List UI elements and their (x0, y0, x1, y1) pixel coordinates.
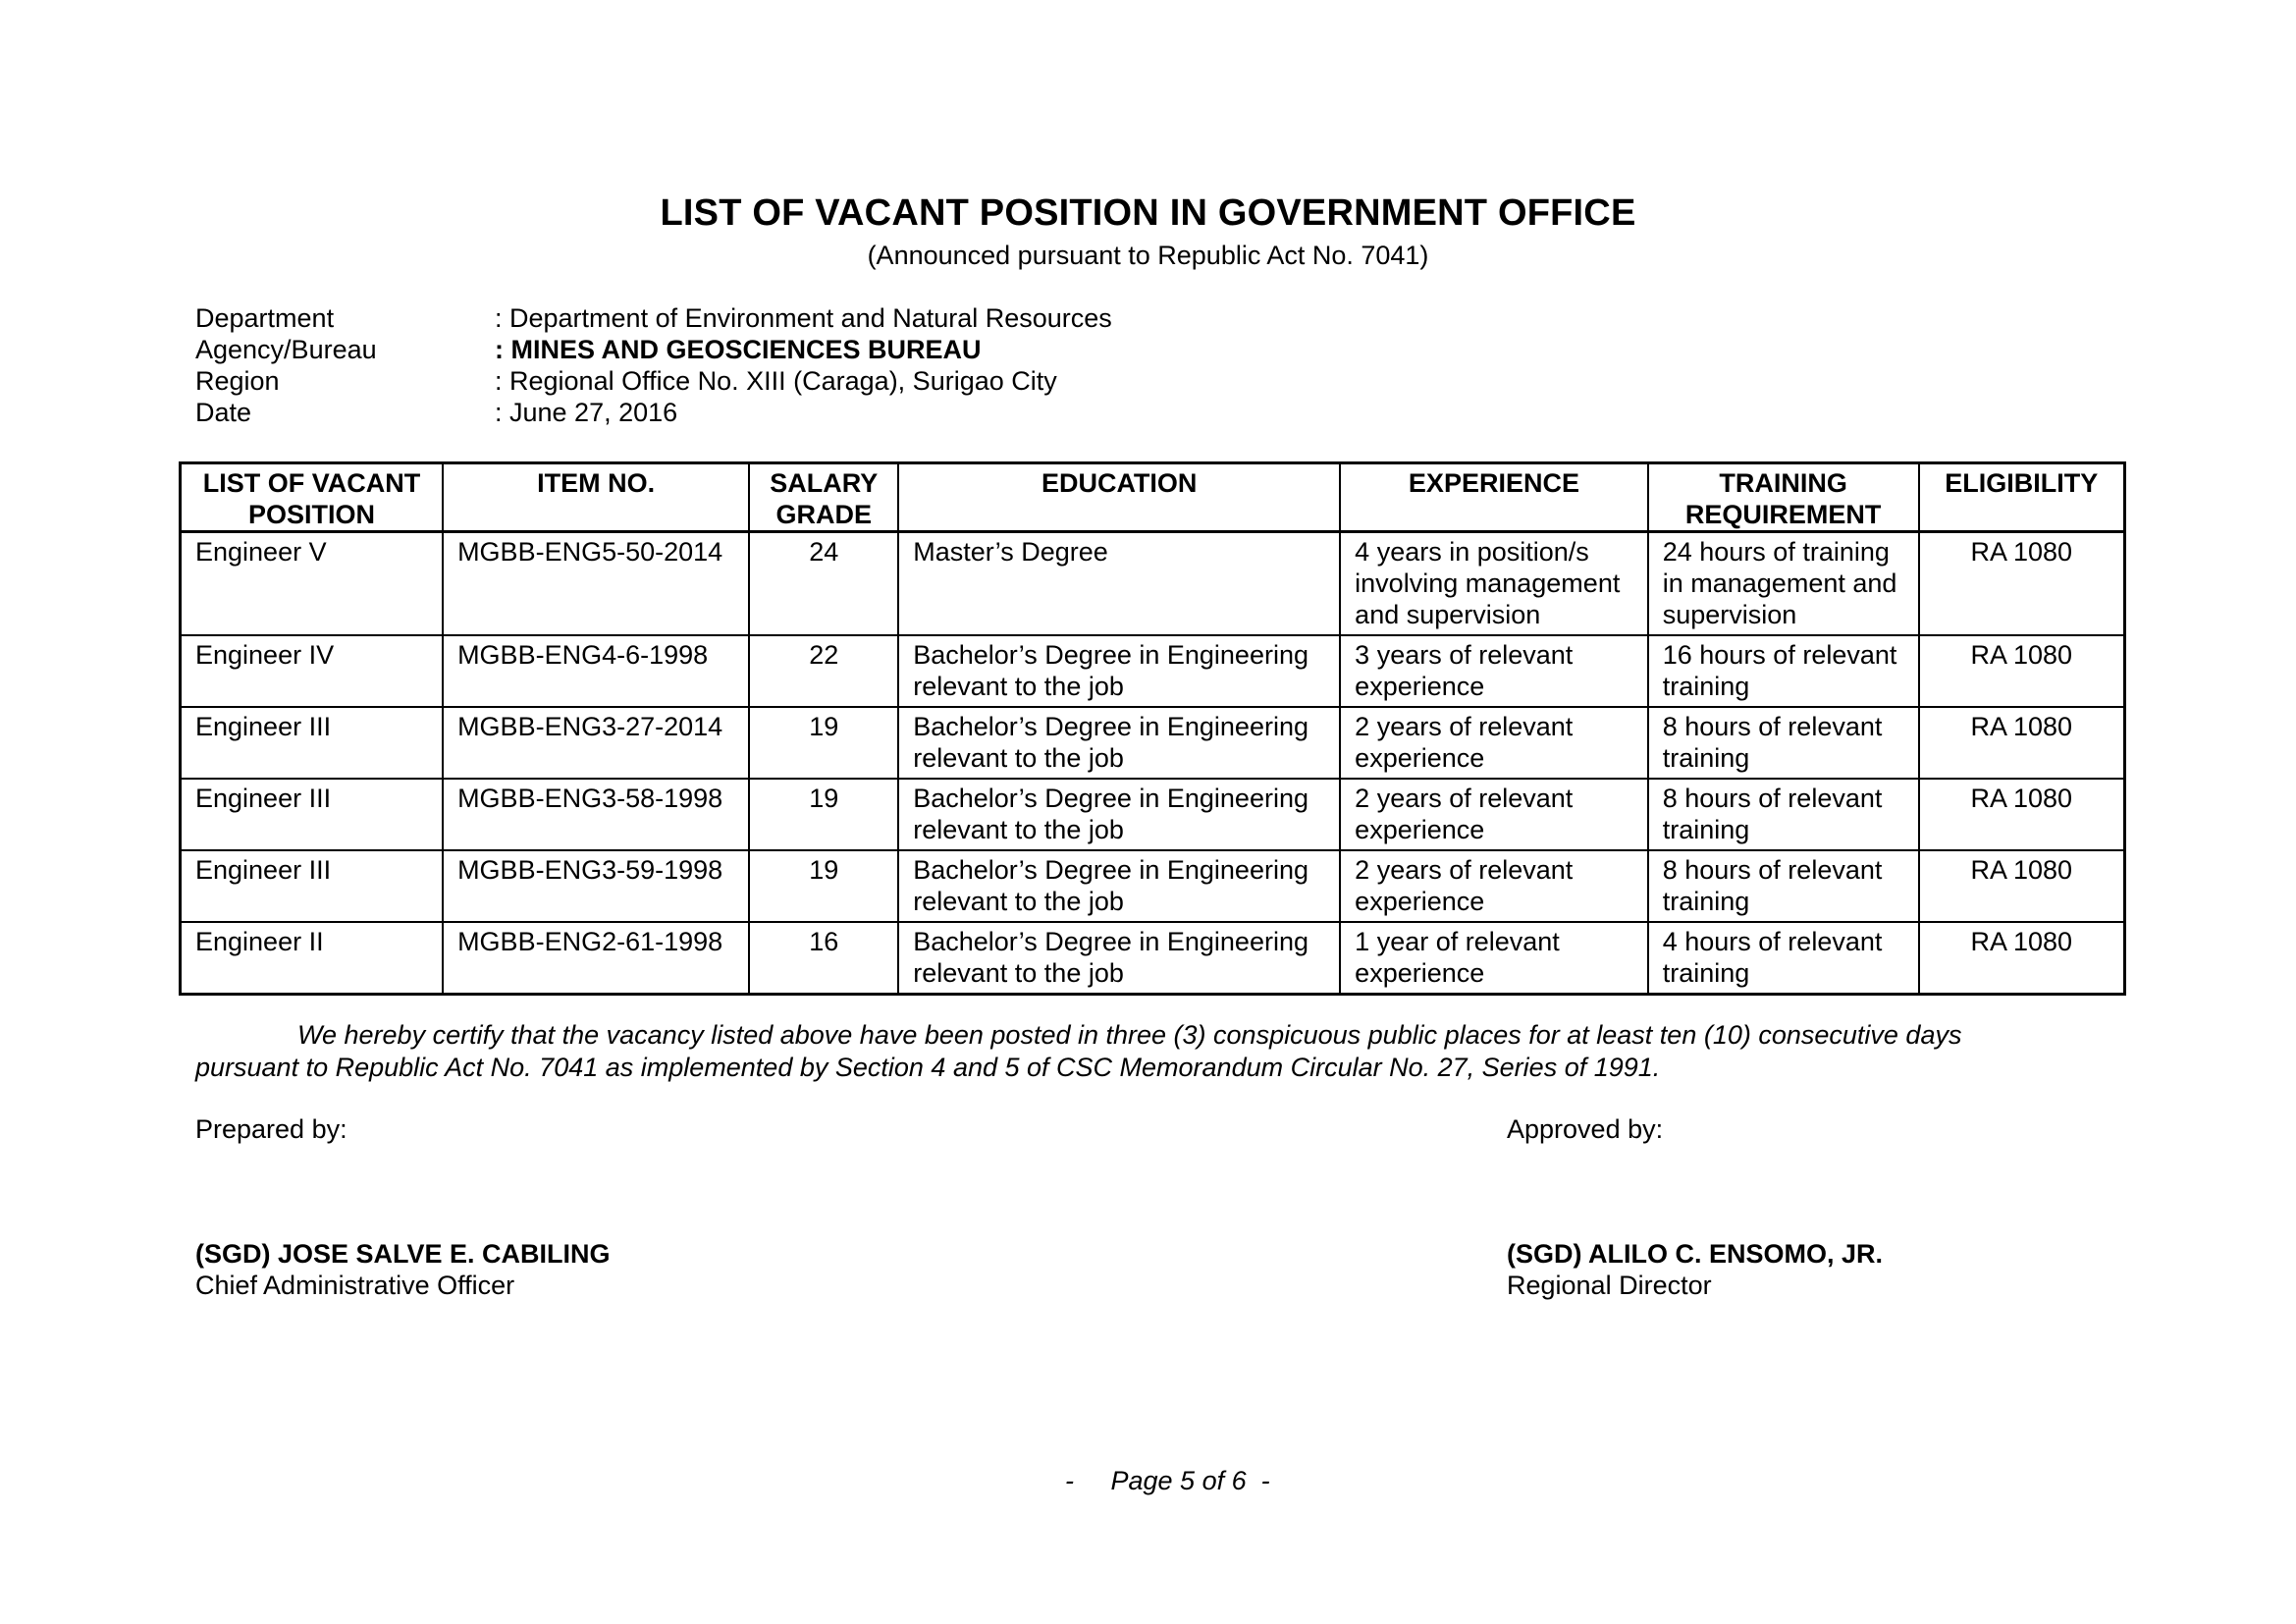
preparer-title: Chief Administrative Officer (195, 1271, 515, 1300)
eligibility-cell: RA 1080 (1919, 922, 2125, 995)
document-title: LIST OF VACANT POSITION IN GOVERNMENT OFFICE (660, 192, 1636, 234)
column-header: ITEM NO. (443, 463, 749, 532)
experience-cell: 4 years in position/s involving management and supervision (1340, 532, 1648, 636)
table-row (181, 922, 2125, 995)
training-cell: 4 hours of relevant training (1648, 922, 1919, 995)
item-no-cell: MGBB-ENG3-58-1998 (443, 779, 749, 850)
eligibility-cell: RA 1080 (1919, 707, 2125, 779)
table-row (181, 635, 2125, 707)
page-number: - Page 5 of 6 - (1065, 1466, 1270, 1495)
meta-region (195, 365, 1112, 397)
experience-cell: 2 years of relevant experience (1340, 707, 1648, 779)
position-cell: Engineer IV (181, 635, 444, 707)
column-header: SALARY GRADE (749, 463, 898, 532)
eligibility-cell: RA 1080 (1919, 850, 2125, 922)
meta-label: Department (195, 303, 335, 333)
education-cell: Bachelor’s Degree in Engineering relevant to the job (898, 635, 1340, 707)
education-cell: Bachelor’s Degree in Engineering relevant to the job (898, 779, 1340, 850)
document-subtitle: (Announced pursuant to Republic Act No. 7041) (867, 241, 1429, 270)
column-header: LIST OF VACANT POSITION (181, 463, 444, 532)
meta-value: : Regional Office No. XIII (Caraga), Surigao City (495, 366, 1057, 396)
table-row (181, 707, 2125, 779)
position-cell: Engineer III (181, 850, 444, 922)
meta-date (195, 397, 1112, 428)
education-cell: Master’s Degree (898, 532, 1340, 636)
column-header: EDUCATION (898, 463, 1340, 532)
document-meta (195, 302, 1112, 428)
meta-label: Agency/Bureau (195, 335, 377, 364)
experience-cell: 2 years of relevant experience (1340, 779, 1648, 850)
position-cell: Engineer V (181, 532, 444, 636)
salary-grade-cell: 19 (749, 779, 898, 850)
item-no-cell: MGBB-ENG2-61-1998 (443, 922, 749, 995)
salary-grade-cell: 24 (749, 532, 898, 636)
experience-cell: 1 year of relevant experience (1340, 922, 1648, 995)
meta-label: Region (195, 366, 280, 396)
certification-text: We hereby certify that the vacancy listed above have been posted in three (3) conspicuous public places for at least ten (10) consecutive days pursuant to Republic Act No. 7041 as implemented by Section 4 and 5 of CSC Memorandum Circular No. 27, Series of 1991. (195, 1020, 1962, 1082)
meta-label: Date (195, 398, 252, 427)
training-cell: 8 hours of relevant training (1648, 707, 1919, 779)
meta-value: : Department of Environment and Natural Resources (495, 303, 1112, 333)
column-header: EXPERIENCE (1340, 463, 1648, 532)
table-row (181, 779, 2125, 850)
training-cell: 8 hours of relevant training (1648, 779, 1919, 850)
eligibility-cell: RA 1080 (1919, 635, 2125, 707)
item-no-cell: MGBB-ENG3-27-2014 (443, 707, 749, 779)
item-no-cell: MGBB-ENG3-59-1998 (443, 850, 749, 922)
item-no-cell: MGBB-ENG5-50-2014 (443, 532, 749, 636)
training-cell: 24 hours of training in management and supervision (1648, 532, 1919, 636)
vacancy-table (179, 461, 2126, 996)
approver-title: Regional Director (1507, 1271, 1712, 1300)
salary-grade-cell: 22 (749, 635, 898, 707)
prepared-by-label: Prepared by: (195, 1114, 347, 1144)
column-header: ELIGIBILITY (1919, 463, 2125, 532)
table-header-row (181, 463, 2125, 532)
training-cell: 8 hours of relevant training (1648, 850, 1919, 922)
position-cell: Engineer III (181, 707, 444, 779)
meta-value: : June 27, 2016 (495, 398, 678, 427)
position-cell: Engineer II (181, 922, 444, 995)
table-row (181, 850, 2125, 922)
education-cell: Bachelor’s Degree in Engineering relevant to the job (898, 922, 1340, 995)
eligibility-cell: RA 1080 (1919, 532, 2125, 636)
education-cell: Bachelor’s Degree in Engineering relevant to the job (898, 707, 1340, 779)
approver-name: (SGD) ALILO C. ENSOMO, JR. (1507, 1239, 1884, 1269)
preparer-name: (SGD) JOSE SALVE E. CABILING (195, 1239, 611, 1269)
meta-department (195, 302, 1112, 334)
position-cell: Engineer III (181, 779, 444, 850)
column-header: TRAINING REQUIREMENT (1648, 463, 1919, 532)
eligibility-cell: RA 1080 (1919, 779, 2125, 850)
education-cell: Bachelor’s Degree in Engineering relevant to the job (898, 850, 1340, 922)
meta-agency (195, 334, 1112, 365)
salary-grade-cell: 19 (749, 707, 898, 779)
salary-grade-cell: 16 (749, 922, 898, 995)
item-no-cell: MGBB-ENG4-6-1998 (443, 635, 749, 707)
experience-cell: 3 years of relevant experience (1340, 635, 1648, 707)
training-cell: 16 hours of relevant training (1648, 635, 1919, 707)
salary-grade-cell: 19 (749, 850, 898, 922)
meta-value: : MINES AND GEOSCIENCES BUREAU (495, 335, 982, 364)
approved-by-label: Approved by: (1507, 1114, 1664, 1144)
experience-cell: 2 years of relevant experience (1340, 850, 1648, 922)
table-row (181, 532, 2125, 636)
